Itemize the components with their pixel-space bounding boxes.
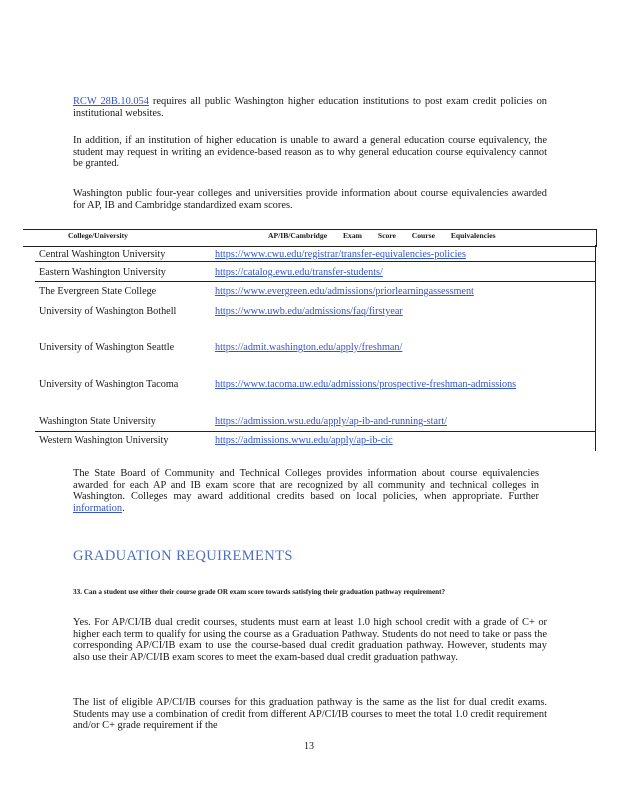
college-url[interactable]: https://catalog.ewu.edu/transfer-students/ [215, 267, 383, 278]
college-name: Western Washington University [39, 435, 169, 446]
row-divider [35, 431, 596, 432]
college-url[interactable]: https://admit.washington.edu/apply/freshman/ [215, 342, 403, 353]
college-name: University of Washington Tacoma [39, 379, 179, 390]
answer-paragraph-1: Yes. For AP/CI/IB dual credit courses, students must earn at least 1.0 high school credit with a grade of C+ or higher each term to qualify for using the course as a Graduation Pathway. Students do not need to take or pass the corresponding AP/CI/IB exam to use the course-based dual credit graduation pathway. However, students may also use their AP/CI/IB exam scores to meet the exam-based dual credit graduation pathway. [73, 617, 547, 663]
rcw-paragraph [73, 96, 547, 119]
college-name: University of Washington Bothell [39, 306, 177, 317]
header-exam-equivalencies: AP/IB/Cambridge Exam Score Course Equivalencies [268, 231, 496, 240]
college-url[interactable]: https://www.evergreen.edu/admissions/priorlearningassessment [215, 286, 474, 297]
sbctc-text: The State Board of Community and Technical Colleges provides information about course equivalencies awarded for each AP and IB exam score that are recognized by all community and technical colleges in Washington. Colleges may award additional credits based on local policies, when appropriate. Further [73, 468, 539, 503]
question-33: 33. Can a student use either their course grade OR exam score towards satisfying their graduation pathway requirement? [73, 588, 446, 596]
college-name: Central Washington University [39, 249, 166, 260]
answer-paragraph-2: The list of eligible AP/CI/IB courses for this graduation pathway is the same as the list for dual credit exams. Students may use a combination of credit from different AP/CI/IB courses to meet the total 1.0 credit requirement and/or C+ grade requirement if the [73, 697, 547, 732]
college-url[interactable]: https://admissions.wwu.edu/apply/ap-ib-cic [215, 435, 393, 446]
section-heading: GRADUATION REQUIREMENTS [73, 548, 293, 564]
college-name: University of Washington Seattle [39, 342, 175, 353]
information-link[interactable]: information [73, 502, 123, 514]
table-right-border [595, 245, 596, 451]
college-name: The Evergreen State College [39, 286, 157, 297]
rcw-link[interactable]: RCW 28B.10.054 [73, 96, 149, 107]
sbctc-end: . [122, 502, 125, 514]
page-number: 13 [304, 741, 314, 752]
college-name: Eastern Washington University [39, 267, 166, 278]
college-url[interactable]: https://www.tacoma.uw.edu/admissions/prospective-freshman-admissions [215, 379, 517, 390]
row-divider [35, 281, 596, 282]
college-name: Washington State University [39, 416, 156, 427]
rcw-text: requires all public Washington higher education institutions to post exam credit policies on institutional websites. [73, 96, 547, 119]
colleges-paragraph: Washington public four-year colleges and universities provide information about course equivalencies awarded for AP, IB and Cambridge standardized exam scores. [73, 188, 547, 211]
sbctc-paragraph [73, 468, 539, 514]
college-url[interactable]: https://admission.wsu.edu/apply/ap-ib-and-running-start/ [215, 416, 448, 427]
college-url[interactable]: https://www.uwb.edu/admissions/faq/firstyear [215, 306, 403, 317]
header-college: College/University [68, 231, 128, 240]
college-url[interactable]: https://www.cwu.edu/registrar/transfer-equivalencies-policies [215, 249, 466, 260]
equivalency-paragraph: In addition, if an institution of higher education is unable to award a general education course equivalency, the student may request in writing an evidence-based reason as to why general education course equivalency cannot be granted. [73, 135, 547, 170]
